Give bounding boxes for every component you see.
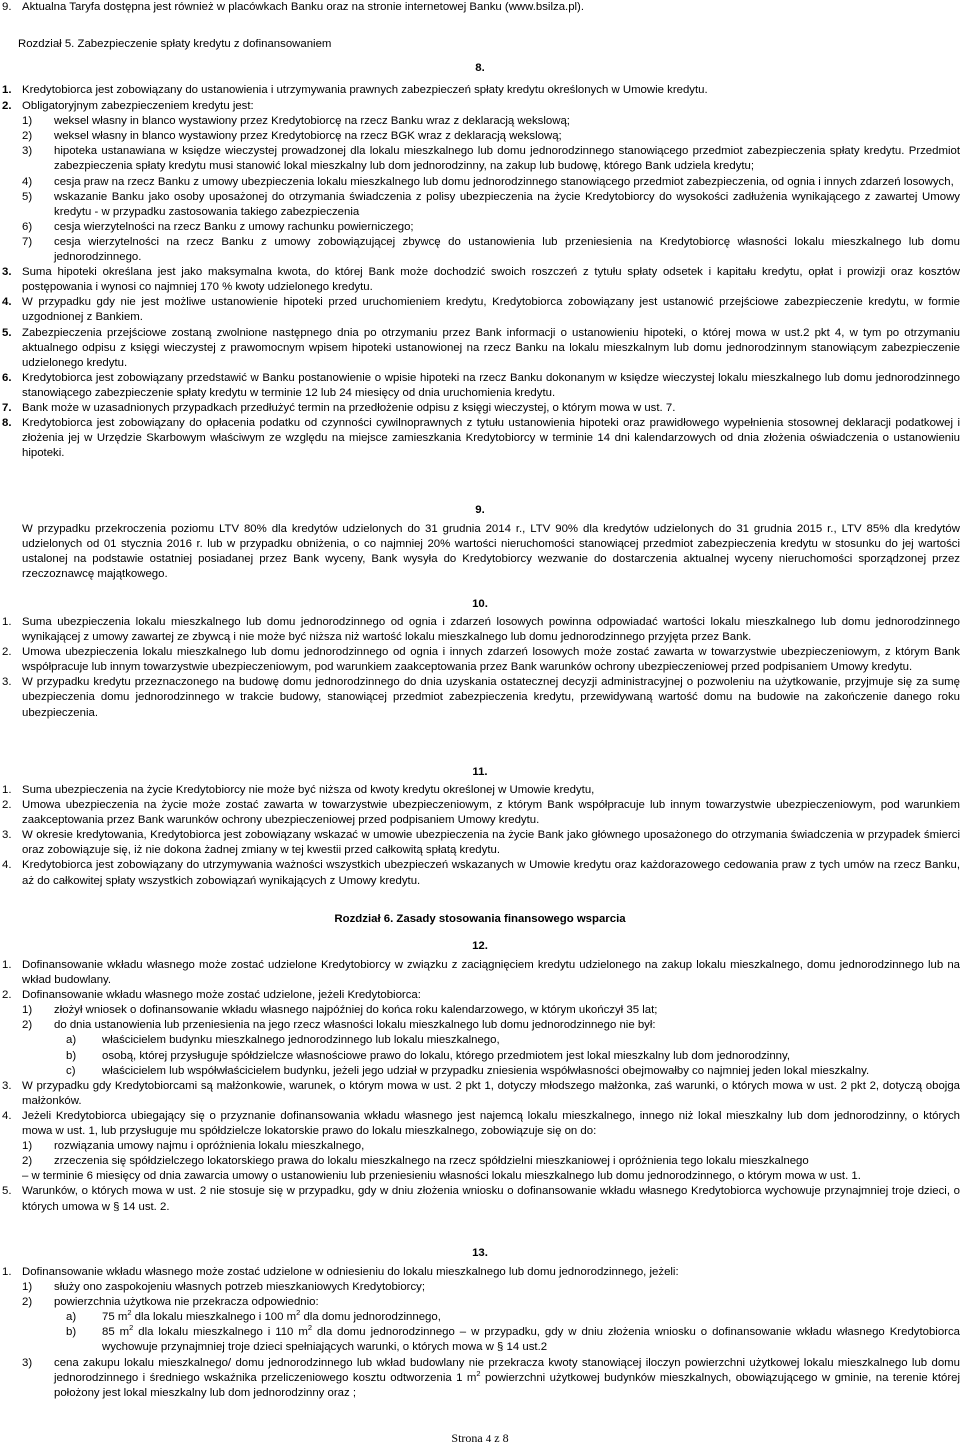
list-item: 3. Suma hipoteki określana jest jako maksymalna kwota, do której Bank może dochodzić swoich roszczeń z tytułu spłaty odsetek i kapitału kredytu, opłat i prowizji oraz kosztów postępowania i wynosi co najmniej 170 % kwoty udzielonego kredytu. bbox=[2, 266, 960, 294]
section-13-heading: 13. bbox=[472, 1247, 488, 1259]
list-item: 1) złożył wniosek o dofinansowanie wkładu własnego najpóźniej do końca roku kalendarzowego, w którym ukończył 35 lat; bbox=[22, 1004, 658, 1017]
list-item: 2) powierzchnia użytkowa nie przekracza odpowiednio: bbox=[22, 1296, 319, 1309]
section-8-body bbox=[0, 83, 960, 461]
list-item: 2) weksel własny in blanco wystawiony przez Kredytobiorcę na rzecz BGK wraz z deklaracją wekslową; bbox=[22, 130, 562, 143]
list-item: 1. Dofinansowanie wkładu własnego może zostać udzielone w odniesieniu do lokalu mieszkalnego lub domu jednorodzinnego, jeżeli: bbox=[2, 1266, 679, 1278]
list-item: 3. W okresie kredytowania, Kredytobiorca jest zobowiązany wskazać w umowie ubezpieczenia na życie Bank jako głównego uposażonego do otrzymania świadczenia w przypadek śmierci oraz zobowiązuje się, iż nie dokona żadnej zmiany w tej kwestii przed całkowitą spłatą kredytu. bbox=[2, 829, 960, 857]
list-item: 3) hipoteka ustanawiana w księdze wieczystej prowadzonej dla lokalu mieszkalnego lub domu jednorodzinnego stanowiącego przedmiot zabezpieczenia spłaty kredytu. Przedmiot zabezpieczenia spłaty kredytu musi stanowić lokal mieszkalny lub dom jednorodzinny, na zakup lub budowę, którego Bank udziela kredytu; bbox=[22, 145, 960, 173]
list-item: 4. W przypadku gdy nie jest możliwe ustanowienie hipoteki przed uruchomieniem kredytu, Kredytobiorca zobowiązany jest ustanowić przejściowe zabezpieczenie kredytu, w formie uzgodnionej z Bankiem. bbox=[2, 296, 960, 324]
page-footer: Strona 4 z 8 bbox=[451, 1431, 509, 1445]
list-item: 2. Dofinansowanie wkładu własnego może zostać udzielone, jeżeli Kredytobiorca: bbox=[2, 989, 421, 1002]
list-item bbox=[0, 0, 960, 15]
list-item: 3) cena zakupu lokalu mieszkalnego/ domu jednorodzinnego lub wkład budowlany nie przekracza kwoty stanowiącej iloczyn powierzchni użytkowej lokalu mieszkalnego lub domu jednorodzinnego i średniego wskaźnika przeliczeniowego kosztu odtworzenia 1 $m^2$ powierzchni użytkowej budynków mieszkalnych, obowiązującego w gminie, na terenie której położony jest lokal mieszkalny lub dom jednorodzinny oraz ; bbox=[22, 1356, 960, 1399]
list-item: 3. W przypadku gdy Kredytobiorcami są małżonkowie, warunek, o którym mowa w ust. 2 pkt 1, dotyczy młodszego małżonka, zaś warunki, o których mowa w ust. 2 pkt 2, dotyczą obojga małżonków. bbox=[2, 1079, 960, 1107]
list-item: a) właścicielem budynku mieszkalnego jednorodzinnego lub lokalu mieszkalnego, bbox=[66, 1034, 500, 1047]
section-10-heading: 10. bbox=[472, 598, 488, 610]
sub-list bbox=[0, 114, 960, 265]
section-10-body bbox=[0, 615, 960, 721]
list-item: 6) cesja wierzytelności na rzecz Banku z umowy rachunku powierniczego; bbox=[22, 220, 414, 233]
list-item: 3. W przypadku kredytu przeznaczonego na budowę domu jednorodzinnego do dnia uzyskania ostatecznej decyzji administracyjnej o pozwoleniu na użytkowanie, przyjmuje się za sumę ubezpieczenia domu jednorodzinnego w trakcie budowy, stanowiącej przedmiot zabezpieczenia kredytu, przewidywaną wartość domu na budowie na zakończenie danego roku ubezpieczenia. bbox=[2, 676, 960, 719]
list-item: 5) wskazanie Banku jako osoby uposażonej do otrzymania świadczenia z polisy ubezpieczenia na życie Kredytobiorcy do wysokości zadłużenia wynikającego z zawartej Umowy kredytu - w przypadku zastosowania takiego zabezpieczenia bbox=[22, 190, 960, 218]
list-item: 4) cesja praw na rzecz Banku z umowy ubezpieczenia lokalu mieszkalnego lub domu jednorodzinnego stanowiącego przedmiot zabezpieczenia, od ognia i innych zdarzeń losowych, bbox=[22, 175, 954, 188]
list-item: 2) do dnia ustanowienia lub przeniesienia na jego rzecz własności lokalu mieszkalnego lub domu jednorodzinnego nie był: bbox=[22, 1019, 656, 1032]
list-item: 2. Obligatoryjnym zabezpieczeniem kredytu jest: bbox=[2, 100, 254, 113]
section-13-body bbox=[0, 1265, 960, 1401]
list-item: 1. Kredytobiorca jest zobowiązany do ustanowienia i utrzymywania prawnych zabezpieczeń spłaty kredytu określonych w Umowie kredytu. bbox=[2, 84, 708, 96]
list-item: 1. Dofinansowanie wkładu własnego może zostać udzielone Kredytobiorcy w związku z zaciągnięciem kredytu udzielonego na zakup lokalu mieszkalnego, domu jednorodzinnego lub na wkład budowlany. bbox=[2, 959, 960, 987]
list-item: b) 85 $m^2$ dla lokalu mieszkalnego i 110 $m^2$ dla domu jednorodzinnego – w przypadku, gdy w dniu złożenia wniosku o dofinansowanie wkładu własnego Kredytobiorca wychowuje przynajmniej troje dzieci spełniających warunki, o których mowa w § 14 ust.2 bbox=[66, 1323, 960, 1354]
section-11-body bbox=[0, 783, 960, 889]
list-item: 5. Warunków, o których mowa w ust. 2 nie stosuje się w przypadku, gdy w dniu złożenia wniosku o dofinansowanie wkładu własnego Kredytobiorca wychowuje przynajmniej troje dzieci, o których umowa w § 14 ust. 2. bbox=[2, 1185, 960, 1213]
list-item: 6. Kredytobiorca jest zobowiązany przedstawić w Banku postanowienie o wpisie hipoteki na rzecz Banku dokonanym w księdze wieczystej lokalu mieszkalnego lub domu jednorodzinnego stanowiącego zabezpieczenie spłaty kredytu w terminie 12 lub 24 miesięcy od dnia uruchomienia kredytu. bbox=[2, 371, 960, 399]
item-text: Aktualna Taryfa dostępna jest również w placówkach Banku oraz na stronie internetowej Banku (www.bsilza.pl). bbox=[22, 1, 585, 13]
list-item: 2. Umowa ubezpieczenia na życie może zostać zawarta w towarzystwie ubezpieczeniowym, z którym Bank współpracuje lub innym towarzystwie ubezpieczeniowym, pod warunkiem zaakceptowania przez Bank warunków ochrony ubezpieczeniowej przed podpisaniem Umowy kredytu. bbox=[2, 799, 960, 827]
list-item: 1) służy ono zaspokojeniu własnych potrzeb mieszkaniowych Kredytobiorcy; bbox=[22, 1281, 426, 1294]
list-item: 7) cesja wierzytelności na rzecz Banku z umowy zobowiązującej zbywcę do ustanowienia lub przeniesienia na Kredytobiorcę własności lokalu mieszkalnego lub domu jednorodzinnego. bbox=[22, 235, 960, 264]
section-9-heading: 9. bbox=[475, 504, 485, 516]
list-item: 1) rozwiązania umowy najmu i opróżnienia lokalu mieszkalnego, bbox=[22, 1140, 365, 1153]
list-item: 1. Suma ubezpieczenia lokalu mieszkalnego lub domu jednorodzinnego od ognia i zdarzeń losowych powinna odpowiadać wartości lokalu mieszkalnego lub domu jednorodzinnego wynikającej z umowy zawartej ze zbywcą i nie może być niższa niż wartość lokalu mieszkalnego lub domu jednorodzinnego przyjęta przez Bank. bbox=[2, 616, 960, 644]
section-12-heading: 12. bbox=[472, 940, 488, 952]
list-item: 7. Bank może w uzasadnionych przypadkach przedłużyć termin na przedłożenie odpisu z księgi wieczystej, o którym mowa w ust. 7. bbox=[2, 401, 676, 414]
section-8-heading: 8. bbox=[475, 62, 485, 74]
list-item: 4. Jeżeli Kredytobiorca ubiegający się o przyznanie dofinansowania wkładu własnego jest najemcą lokalu mieszkalnego, innego niż lokal mieszkalny lub dom jednorodzinny, o których mowa w ust. 1, lub przysługuje mu spółdzielcze lokatorskie prawo do lokalu mieszkalnego, zobowiązuje się on do: bbox=[2, 1109, 960, 1138]
list-item: 1. Suma ubezpieczenia na życie Kredytobiorcy nie może być niższa od kwoty kredytu określonej w Umowie kredytu, bbox=[2, 784, 595, 796]
list-item: b) osobą, której przysługuje spółdzielcze własnościowe prawo do lokalu, którego przedmiotem jest lokal mieszkalny lub dom jednorodzinny, bbox=[66, 1049, 790, 1062]
item-number: 9. bbox=[2, 1, 12, 13]
section-11-heading: 11. bbox=[472, 766, 488, 778]
paragraph: W przypadku przekroczenia poziomu LTV 80% dla kredytów udzielonych do 31 grudnia 2014 r., LTV 90% dla kredytów udzielonych do 31 grudnia 2015 r., LTV 85% dla kredytów udzielonych od 01 stycznia 2016 r. lub w przypadku obniżenia, o co najmniej 20% wartości nieruchomości stanowiącej przedmiot zabezpieczenia kredytu w stosunku do jej wartości ustalonej na podstawie ostatniej posiadanej przez Bank wyceny, Bank wysyła do Kredytobiorcy wezwanie do dostarczenia aktualnej wyceny nieruchomości sporządzonej przez rzeczoznawcę majątkowego. bbox=[22, 523, 960, 581]
list-item: a) 75 $m^2$ dla lokalu mieszkalnego i 100 $m^2$ dla domu jednorodzinnego, bbox=[66, 1308, 441, 1324]
list-item: 4. Kredytobiorca jest zobowiązany do utrzymywania ważności wszystkich ubezpieczeń wskazanych w Umowie kredytu oraz każdorazowego cedowania praw z tych umów na rzecz Banku, aż do całkowitej spłaty wszystkich zobowiązań wynikających z Umowy kredytu. bbox=[2, 859, 960, 887]
list-item: 5. Zabezpieczenia przejściowe zostaną zwolnione następnego dnia po otrzymaniu przez Bank informacji o ustanowieniu hipoteki, o której mowa w ust.2 pkt 4, w tym po otrzymaniu aktualnego odpisu z księgi wieczystej z prawomocnym wpisem hipoteki ustanowionej na rzecz Banku na lokalu mieszkalnym lub domu jednorodzinnym stanowiącym zabezpieczenie udzielonego kredytu. bbox=[2, 326, 960, 369]
top-line bbox=[0, 0, 960, 15]
list-item: c) właścicielem lub współwłaścicielem budynku, jeżeli jego udział w przypadku zniesienia współwłasności obejmowałby co najmniej jeden lokal mieszkalny. bbox=[66, 1064, 870, 1077]
list-item: 1) weksel własny in blanco wystawiony przez Kredytobiorcę na rzecz Banku wraz z deklaracją wekslową; bbox=[22, 115, 570, 128]
section-12-body bbox=[0, 958, 960, 1215]
chapter-5-title: Rozdział 5. Zabezpieczenie spłaty kredytu z dofinansowaniem bbox=[18, 38, 332, 50]
chapter-6-title: Rozdział 6. Zasady stosowania finansowego wsparcia bbox=[334, 913, 626, 925]
paragraph: – w terminie 6 miesięcy od dnia zawarcia umowy o ustanowieniu lub przeniesieniu własności lokalu mieszkalnego lub domu jednorodzinnego, o którym mowa w ust. 1. bbox=[22, 1170, 861, 1183]
list-item: 2. Umowa ubezpieczenia lokalu mieszkalnego lub domu jednorodzinnego od ognia i innych zdarzeń losowych może zostać zawarta w towarzystwie ubezpieczeniowym, z którym Bank współpracuje lub innym towarzystwie ubezpieczeniowym, pod warunkiem zaakceptowania przez Bank warunków ochrony ubezpieczeniowej przed podpisaniem Umowy kredytu. bbox=[2, 646, 960, 674]
list-item: 8. Kredytobiorca jest zobowiązany do opłacenia podatku od czynności cywilnoprawnych z tytułu ustanowienia hipoteki oraz prawidłowego wypełnienia stosownej deklaracji podatkowej i złożenia jej w Urzędzie Skarbowym właściwym ze względu na miejsce zamieszkania Kredytobiorcy w terminie 14 dni kalendarzowych od dnia złożenia oświadczenia o ustanowieniu hipoteki. bbox=[2, 417, 960, 460]
list-item: 2) zrzeczenia się spółdzielczego lokatorskiego prawa do lokalu mieszkalnego na rzecz spółdzielni mieszkaniowej i opróżnienia tego lokalu mieszkalnego bbox=[22, 1155, 809, 1168]
section-9-body bbox=[0, 522, 960, 582]
